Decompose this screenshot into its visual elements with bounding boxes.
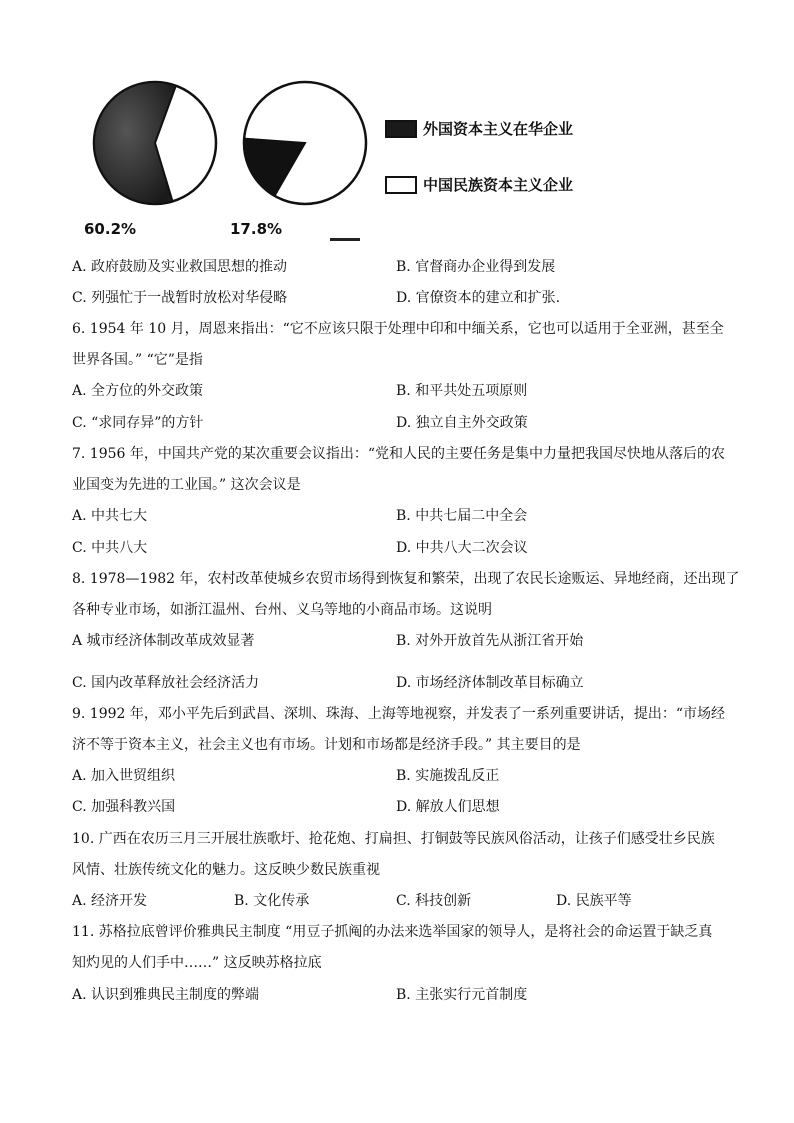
q7-option-a: A. 中共七大: [72, 508, 148, 524]
q5-option-a: A. 政府鼓励及实业救国思想的推动: [72, 259, 288, 275]
q10-option-a: A. 经济开发: [72, 893, 148, 909]
legend-label: 中国民族资本主义企业: [423, 176, 574, 194]
legend-item-national: [385, 174, 573, 195]
q11-option-b: B. 主张实行元首制度: [396, 987, 528, 1003]
q11-stem-line-1: 11. 苏格拉底曾评价雅典民主制度 “用豆子抓阄的办法来选举国家的领导人，是将社会的命运置于缺乏真: [72, 924, 713, 940]
q6-stem-line-2: 世界各国。” “它”是指: [72, 352, 203, 368]
q9-option-c: C. 加强科教兴国: [72, 799, 176, 815]
q10-option-c: C. 科技创新: [396, 893, 472, 909]
q10-option-d: D. 民族平等: [556, 893, 632, 909]
q9-stem-line-1: 9. 1992 年，邓小平先后到武昌、深圳、珠海、上海等地视察，并发表了一系列重要讲话，提出：“市场经: [72, 706, 726, 722]
q7-stem-line-2: 业国变为先进的工业国。” 这次会议是: [72, 477, 301, 493]
q7-option-c: C. 中共八大: [72, 540, 148, 556]
q8-option-c: C. 国内改革释放社会经济活力: [72, 675, 260, 691]
q11-option-a: A. 认识到雅典民主制度的弊端: [72, 987, 260, 1003]
q6-option-c: C. “求同存异”的方针: [72, 415, 204, 431]
legend-swatch-dark: [385, 120, 417, 138]
legend-label: 外国资本主义在华企业: [423, 120, 574, 138]
q9-option-d: D. 解放人们思想: [396, 799, 500, 815]
q6-option-b: B. 和平共处五项原则: [396, 383, 528, 399]
q10-stem-line-2: 风情、壮族传统文化的魅力。这反映少数民族重视: [72, 862, 380, 878]
q8-stem-line-1: 8. 1978—1982 年，农村改革使城乡农贸市场得到恢复和繁荣，出现了农民长途贩运、异地经商，还出现了: [72, 571, 740, 587]
q7-option-d: D. 中共八大二次会议: [396, 540, 528, 556]
divider-mark: [330, 238, 360, 241]
left-pie-percent: 60.2%: [84, 220, 137, 238]
pie-chart-figure: [80, 70, 640, 245]
q5-option-c: C. 列强忙于一战暂时放松对华侵略: [72, 290, 288, 306]
q8-stem-line-2: 各种专业市场，如浙江温州、台州、义乌等地的小商品市场。这说明: [72, 602, 492, 618]
q8-option-d: D. 市场经济体制改革目标确立: [396, 675, 584, 691]
q10-option-b: B. 文化传承: [234, 893, 310, 909]
q8-option-a: A 城市经济体制改革成效显著: [72, 633, 255, 649]
q6-stem-line-1: 6. 1954 年 10 月，周恩来指出：“它不应该只限于处理中印和中缅关系，它也可以适用于全亚洲，甚至全: [72, 321, 724, 337]
legend-swatch-light: [385, 176, 417, 194]
q5-option-d: D. 官僚资本的建立和扩张.: [396, 290, 561, 306]
right-pie-percent: 17.8%: [230, 220, 283, 238]
pie-charts: [80, 70, 380, 220]
q7-option-b: B. 中共七届二中全会: [396, 508, 528, 524]
legend-item-foreign: [385, 118, 573, 139]
q9-stem-line-2: 济不等于资本主义，社会主义也有市场。计划和市场都是经济手段。” 其主要目的是: [72, 737, 581, 753]
q6-option-a: A. 全方位的外交政策: [72, 383, 204, 399]
q9-option-a: A. 加入世贸组织: [72, 768, 176, 784]
q6-option-d: D. 独立自主外交政策: [396, 415, 528, 431]
q5-option-b: B. 官督商办企业得到发展: [396, 259, 556, 275]
q7-stem-line-1: 7. 1956 年，中国共产党的某次重要会议指出：“党和人民的主要任务是集中力量把我国尽快地从落后的农: [72, 446, 726, 462]
q10-stem-line-1: 10. 广西在农历三月三开展壮族歌圩、抢花炮、打扁担、打铜鼓等民族风俗活动，让孩子们感受壮乡民族: [72, 831, 715, 847]
q8-option-b: B. 对外开放首先从浙江省开始: [396, 633, 584, 649]
q11-stem-line-2: 知灼见的人们手中……” 这反映苏格拉底: [72, 955, 322, 971]
q9-option-b: B. 实施拨乱反正: [396, 768, 500, 784]
